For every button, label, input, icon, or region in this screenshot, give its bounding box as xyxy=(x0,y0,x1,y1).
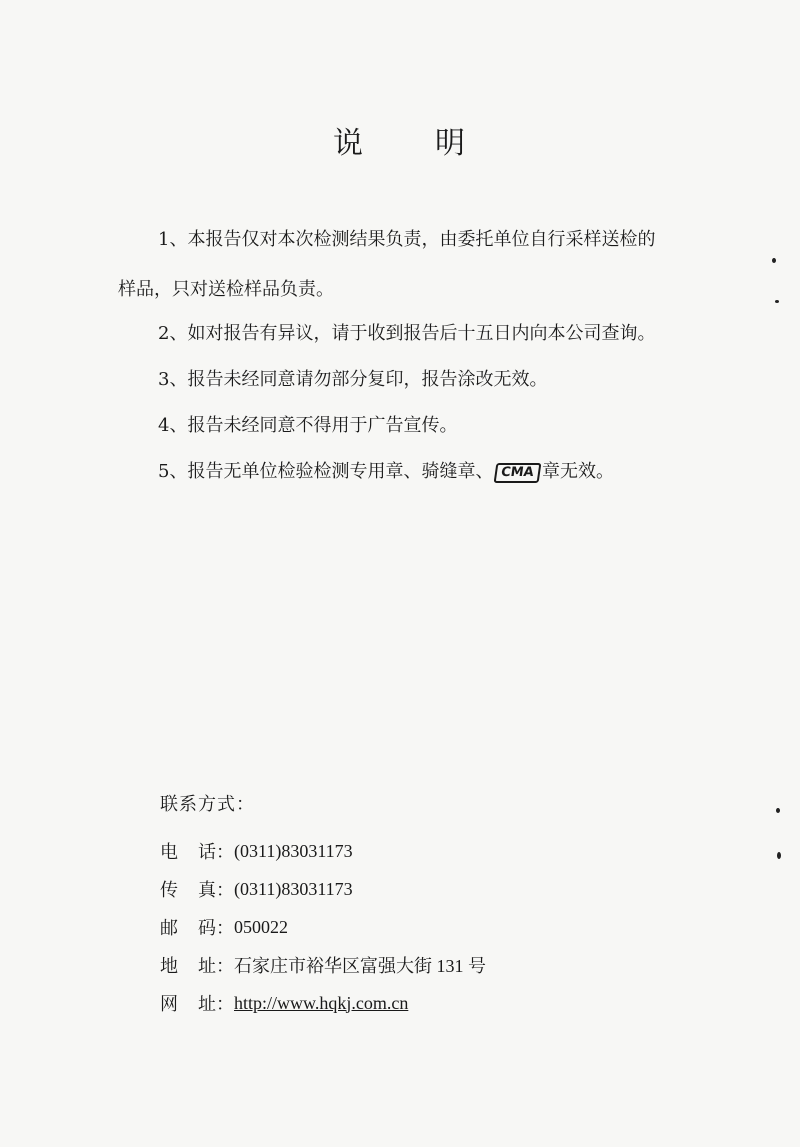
scan-speck xyxy=(776,808,780,813)
contact-value-fax: (0311)83031173 xyxy=(234,878,353,899)
note-1-line-1: 1、本报告仅对本次检测结果负责，由委托单位自行采样送检的 xyxy=(158,229,656,250)
page-title xyxy=(0,118,800,162)
contact-row-fax xyxy=(160,870,486,908)
contact-row-address xyxy=(160,946,486,984)
note-item-5 xyxy=(118,456,708,488)
note-5-text-after: 章无效。 xyxy=(542,461,614,482)
contact-row-website xyxy=(160,984,486,1022)
scan-speck xyxy=(777,852,781,859)
contact-section xyxy=(160,790,486,1022)
contact-row-postcode xyxy=(160,908,486,946)
contact-label-fax: 传 真： xyxy=(160,880,234,901)
title-char-2: 明 xyxy=(435,126,467,161)
contact-heading: 联系方式： xyxy=(160,794,255,815)
notes-list xyxy=(118,226,708,488)
contact-label-website: 网 址： xyxy=(160,994,234,1015)
contact-label-phone: 电 话： xyxy=(160,842,234,863)
title-char-1: 说 xyxy=(333,126,365,161)
website-link[interactable]: http://www.hqkj.com.cn xyxy=(234,992,409,1013)
contact-value-phone: (0311)83031173 xyxy=(234,840,353,861)
note-1-line-2: 样品，只对送检样品负责。 xyxy=(118,279,334,300)
note-item-2: 2、如对报告有异议，请于收到报告后十五日内向本公司查询。 xyxy=(158,323,656,344)
contact-value-address: 石家庄市裕华区富强大街 131 号 xyxy=(234,956,486,976)
contact-label-address: 地 址： xyxy=(160,956,234,977)
scan-speck xyxy=(775,300,779,303)
note-item-4: 4、报告未经同意不得用于广告宣传。 xyxy=(158,415,458,436)
note-5-text-before: 5、报告无单位检验检测专用章、骑缝章、 xyxy=(158,461,494,482)
scan-speck xyxy=(772,258,776,263)
note-item-1 xyxy=(118,226,708,304)
contact-row-phone xyxy=(160,832,486,870)
note-item-3: 3、报告未经同意请勿部分复印，报告涂改无效。 xyxy=(158,369,548,390)
contact-value-postcode: 050022 xyxy=(234,916,288,937)
cma-mark-icon: CMA xyxy=(494,463,541,483)
contact-label-postcode: 邮 码： xyxy=(160,918,234,939)
